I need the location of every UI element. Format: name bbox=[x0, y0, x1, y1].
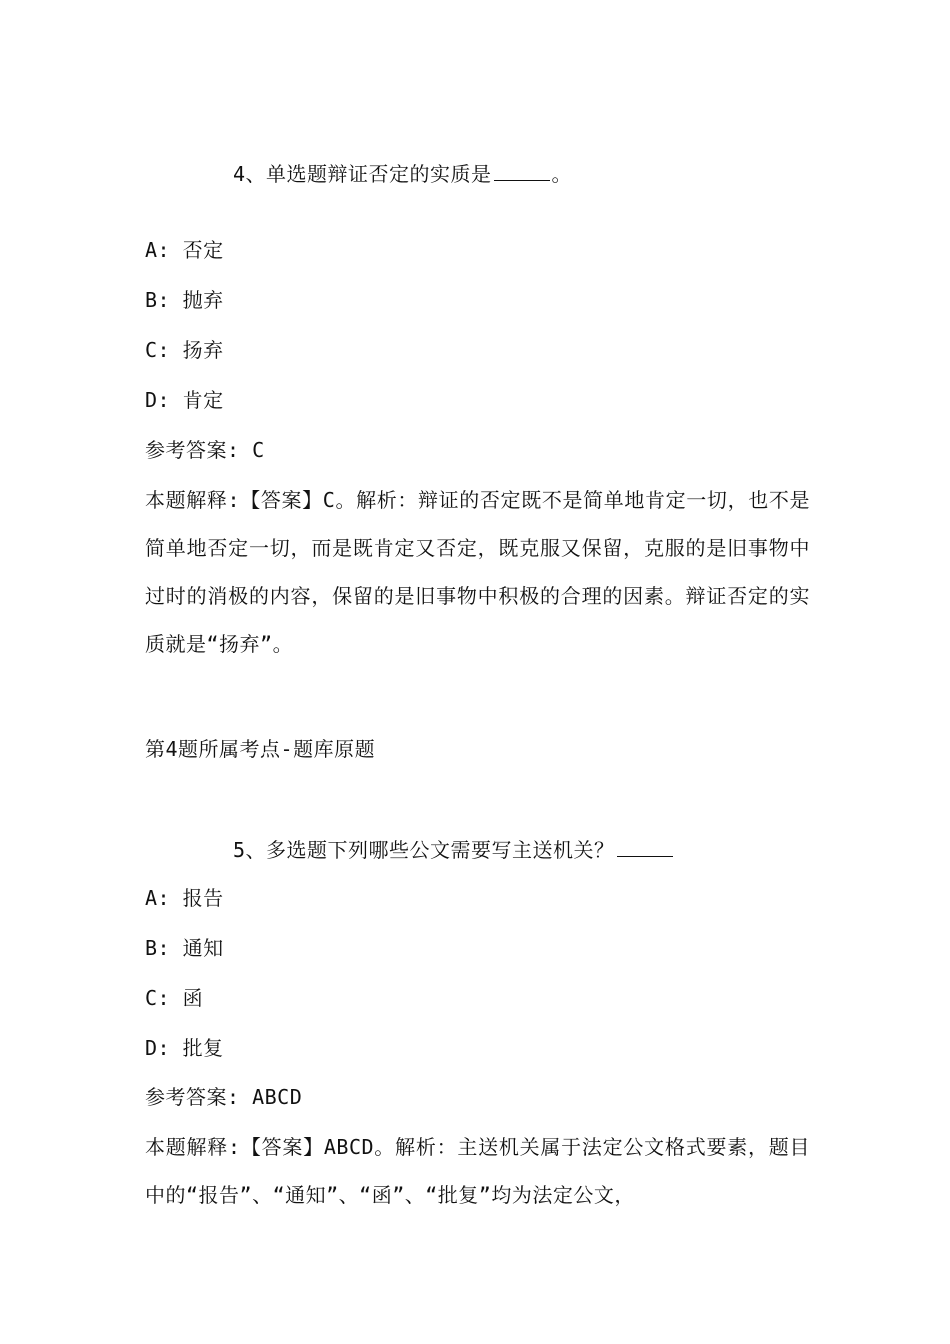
question-4-answer: 参考答案: C bbox=[145, 438, 265, 462]
question-4-stem-text: 4、单选题辩证否定的实质是 bbox=[233, 162, 492, 186]
answer-blank bbox=[617, 838, 673, 857]
question-4-topic: 第4题所属考点-题库原题 bbox=[145, 737, 376, 761]
question-5-explanation: 本题解释:【答案】ABCD。解析：主送机关属于法定公文格式要素，题目中的“报告”、“通知”、“函”、“批复”均为法定公文， bbox=[145, 1135, 810, 1207]
question-4-explanation: 本题解释:【答案】C。解析：辩证的否定既不是简单地肯定一切，也不是简单地否定一切，而是既肯定又否定，既克服又保留，克服的是旧事物中过时的消极的内容，保留的是旧事物中积极的合理的因素。辩证否定的实质就是“扬弃”。 bbox=[145, 488, 810, 656]
answer-blank bbox=[494, 162, 550, 181]
question-5-stem bbox=[233, 838, 675, 862]
question-5-option-a: A: 报告 bbox=[145, 886, 224, 910]
question-4-option-d: D: 肯定 bbox=[145, 388, 224, 412]
question-5-option-d: D: 批复 bbox=[145, 1036, 224, 1060]
question-5-option-b: B: 通知 bbox=[145, 936, 224, 960]
question-4-option-b: B: 抛弃 bbox=[145, 288, 224, 312]
question-4-option-a: A: 否定 bbox=[145, 238, 224, 262]
question-5-answer: 参考答案: ABCD bbox=[145, 1085, 303, 1109]
question-4-stem bbox=[233, 162, 572, 186]
question-4-stem-end: 。 bbox=[551, 162, 573, 186]
question-5-option-c: C: 函 bbox=[145, 986, 204, 1010]
question-4-option-c: C: 扬弃 bbox=[145, 338, 224, 362]
question-5-stem-text: 5、多选题下列哪些公文需要写主送机关？ bbox=[233, 838, 615, 862]
